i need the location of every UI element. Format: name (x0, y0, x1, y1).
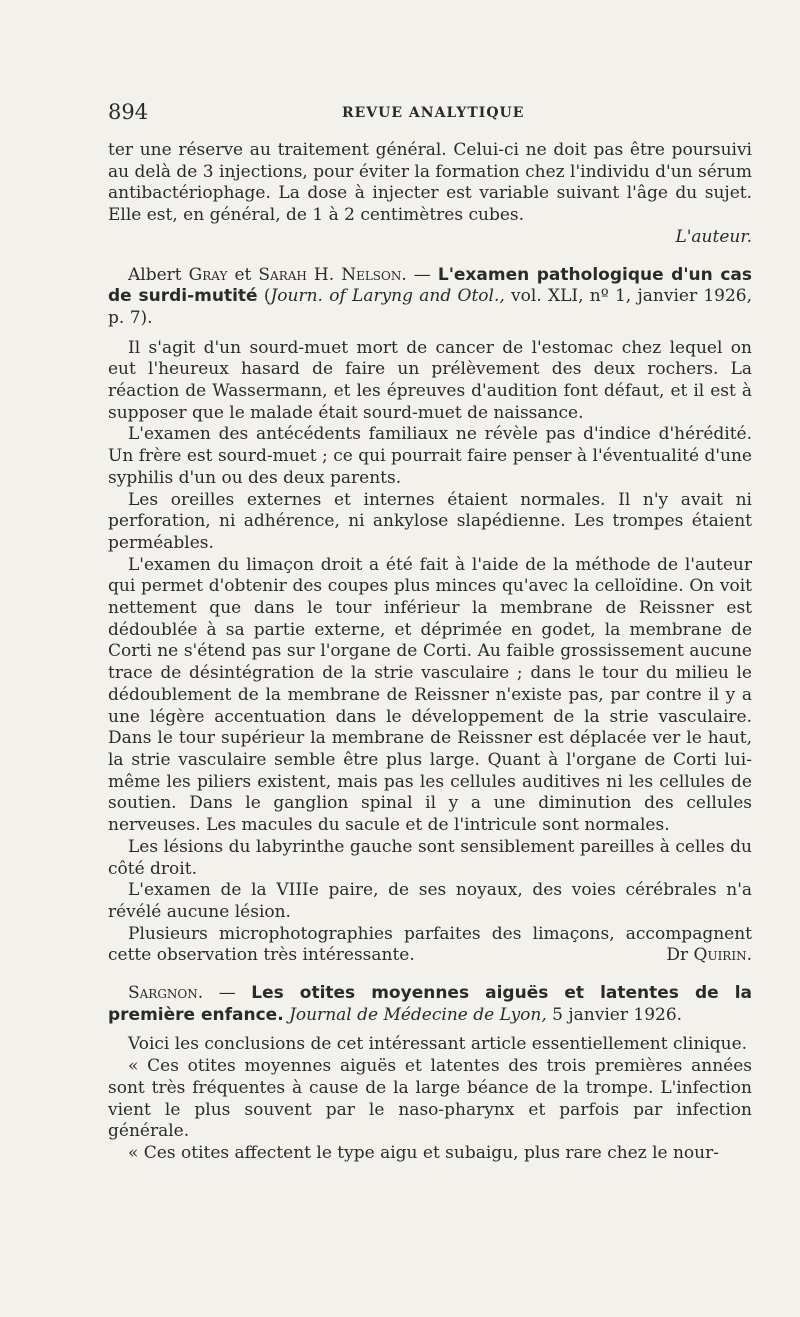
review3-paragraph: « Ces otites affectent le type aigu et subaigu, plus rare chez le nour- (128, 1142, 719, 1163)
review3-paragraph: Voici les conclusions de cet intéressant article essentiellement clinique. (128, 1034, 748, 1055)
review2-paragraph: L'examen du limaçon droit a été fait à l'aide de la méthode de l'auteur qui permet d'obtenir des coupes plus minces qu'avec la celloïdine. On voit nettement que dans le tour inférieur la membrane de Reissner est dédoublée à sa partie externe, et déprimée en godet, la membrane de Corti ne s'étend pas sur l'organe de Corti. Au faible grossissement aucune trace de désintégration de la strie vasculaire ; dans le tour du milieu le dédoublement de la membrane de Reissner n'existe pas, par contre il y a une légère accentuation dans le développement de la strie vasculaire. Dans le tour supérieur la membrane de Reissner est déplacée ver le haut, la strie vasculaire semble être plus large. Quant à l'organe de Corti lui-même les piliers existent, mais pas les cellules auditives ni les cellules de soutien. Dans le ganglion spinal il y a une diminution des cellules nerveuses. Les macules du sacule et de l'intricule sont normales. (108, 554, 752, 836)
review2-paragraph: Les oreilles externes et internes étaient normales. Il n'y avait ni perforation, ni adhérence, ni ankylose slapédienne. Les trompes étaient perméables. (108, 489, 752, 553)
review2-paragraph: L'examen de la VIIIe paire, de ses noyaux, des voies cérébrales n'a révélé aucune lésion. (108, 880, 752, 922)
page-number: 894 (108, 100, 149, 124)
review2-journal: Journ. of Laryng and Otol., (270, 286, 505, 307)
review3-journal: Journal de Médecine de Lyon, (289, 1004, 547, 1025)
spacer (108, 967, 752, 983)
running-title: REVUE ANALYTIQUE (342, 105, 525, 121)
review2-signature: Quirin. (693, 945, 752, 966)
spacer (108, 249, 752, 265)
review2-paragraph: Il s'agit d'un sourd-muet mort de cancer de l'estomac chez lequel on eut l'heureux hasard de faire un prélèvement des deux rochers. La réaction de Wassermann, et les épreuves d'audition font défaut, et il est à supposer que le malade était sourd-muet de naissance. (108, 337, 752, 423)
review3-paragraph: « Ces otites moyennes aiguës et latentes des trois premières années sont très fréquentes à cause de la large béance de la trompe. L'infection vient le plus souvent par le naso-pharynx et parfois par infection générale. (108, 1056, 752, 1142)
review3-heading: Sargnon. — Les otites moyennes aiguës et latentes de la première enfance. Journal de Médecine de Lyon, 5 janvier 1926. (108, 983, 752, 1025)
body-text (108, 140, 752, 1165)
review2-paragraph: L'examen des antécédents familiaux ne révèle pas d'indice d'hérédité. Un frère est sourd-muet ; ce qui pourrait faire penser à l'éventualité d'une syphilis d'un ou des deux parents. (108, 424, 752, 488)
review2-title: L'examen pathologique d'un cas de surdi-mutité (108, 264, 752, 307)
spacer (108, 330, 752, 338)
review2-paragraph: Plusieurs microphotographies parfaites des limaçons, accompagnent cette observation très intéressante. Dr Quirin. (108, 923, 752, 966)
review3-title: Les otites moyennes aiguës et latentes de la première enfance. (108, 983, 752, 1025)
review2-paragraph: Les lésions du labyrinthe gauche sont sensiblement pareilles à celles du côté droit. (108, 836, 752, 879)
spacer (108, 1026, 752, 1034)
review1-signature: L'auteur. (675, 226, 752, 247)
page-header (108, 100, 748, 130)
review1-text: ter une réserve au traitement général. Celui-ci ne doit pas être poursuivi au delà de 3 injections, pour éviter la formation chez l'individu d'un sérum antibactériophage. La dose à injecter est variable suivant l'âge du sujet. Elle est, en général, de 1 à 2 centimètres cubes. (108, 140, 752, 226)
review2-heading: Albert Gray et Sarah H. Nelson. — L'examen pathologique d'un cas de surdi-mutité (Journ. of Laryng and Otol., vol. XLI, nº 1, janvier 1926, p. 7). (108, 264, 753, 328)
